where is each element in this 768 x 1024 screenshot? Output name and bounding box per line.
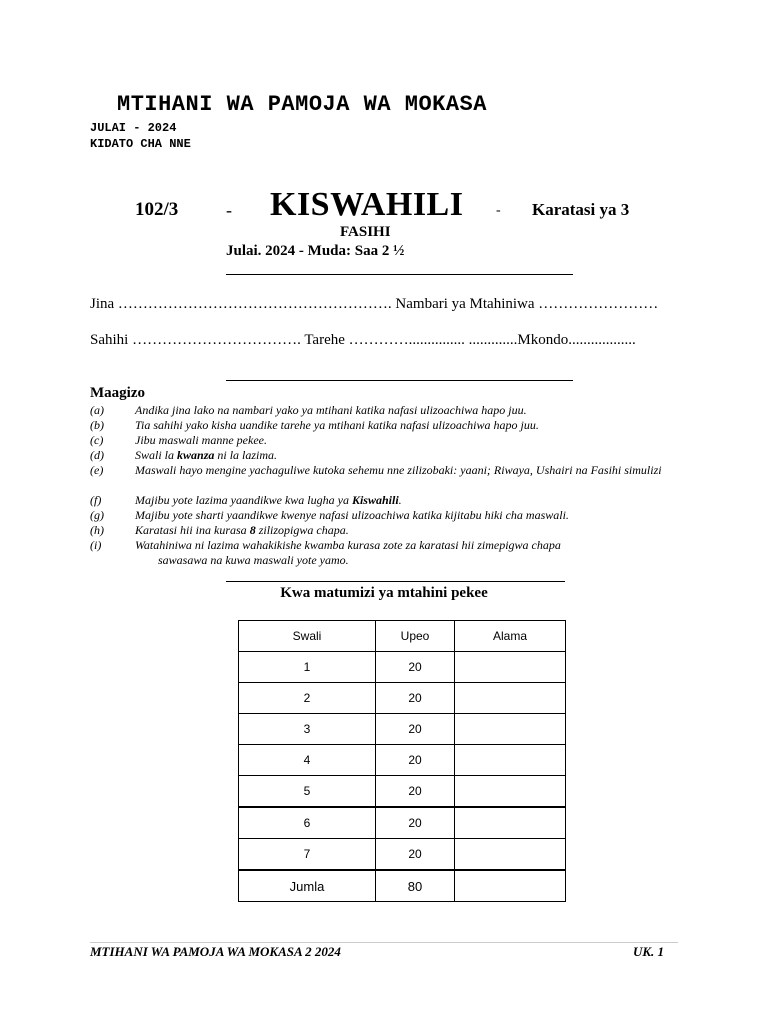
total-row <box>239 870 566 902</box>
instruction-text-part: . <box>398 493 402 507</box>
instruction-text <box>135 538 670 553</box>
paper-code: 102/3 <box>135 199 179 220</box>
instruction-text-part: Tia sahihi yako kisha uandike tarehe ya mtihani katika nafasi ulizoachiwa hapo juu. <box>135 418 539 432</box>
column-header: Alama <box>455 621 566 652</box>
instruction-text <box>135 448 670 463</box>
table-row <box>239 683 566 714</box>
instruction-item <box>90 538 670 568</box>
marks-cell[interactable] <box>455 745 566 776</box>
table-cell: 20 <box>376 714 455 745</box>
table-cell: 20 <box>376 776 455 808</box>
instruction-key: (h) <box>90 523 104 537</box>
table-row <box>239 807 566 839</box>
table-cell: 6 <box>239 807 376 839</box>
table-row <box>239 652 566 683</box>
page-number: UK. 1 <box>632 944 664 959</box>
instruction-text <box>135 508 670 523</box>
school-title: MTIHANI WA PAMOJA WA MOKASA <box>117 92 487 117</box>
instruction-key: (b) <box>90 418 104 432</box>
signature-field[interactable]: Sahihi ……………………………. Tarehe …………............... .............Mkondo.................. <box>90 332 636 348</box>
instruction-text-part: Swali la <box>135 448 178 462</box>
instruction-key: (a) <box>90 403 104 417</box>
table-cell: 20 <box>376 683 455 714</box>
instruction-item <box>90 418 670 433</box>
name-field[interactable]: Jina ………………………………………………. Nambari ya Mtahiniwa …………………… <box>90 296 659 312</box>
instruction-emphasis: Kiswahili <box>351 493 399 507</box>
total-marks-cell[interactable] <box>455 870 566 902</box>
table-cell: 1 <box>239 652 376 683</box>
usage-table-title: Kwa matumizi ya mtahini pekee <box>280 585 488 601</box>
instruction-item <box>90 493 670 508</box>
divider <box>226 581 565 582</box>
separator-dash: - <box>496 203 501 218</box>
exam-date: JULAI - 2024 <box>90 121 177 135</box>
form-level: KIDATO CHA NNE <box>90 137 191 151</box>
subject-title: KISWAHILI <box>270 186 464 223</box>
table-cell: 5 <box>239 776 376 808</box>
table-cell: 3 <box>239 714 376 745</box>
footer-divider <box>90 942 678 943</box>
section-title: FASIHI <box>340 224 391 240</box>
instruction-item <box>90 448 670 463</box>
instruction-continuation: sawasawa na kuwa maswali yote yamo. <box>158 553 349 567</box>
instruction-text <box>135 418 670 433</box>
instruction-text <box>135 493 670 508</box>
instruction-key: (d) <box>90 448 104 462</box>
instruction-item <box>90 463 670 478</box>
marks-cell[interactable] <box>455 714 566 745</box>
instruction-emphasis: kwanza <box>177 448 215 462</box>
exam-timing: Julai. 2024 - Muda: Saa 2 ½ <box>226 243 405 259</box>
marks-table <box>238 620 566 902</box>
separator-dash: - <box>226 200 232 220</box>
table-cell: 2 <box>239 683 376 714</box>
divider <box>226 380 573 381</box>
instruction-text-part: Majibu yote lazima yaandikwe kwa lugha ya <box>135 493 352 507</box>
footer-exam-name: MTIHANI WA PAMOJA WA MOKASA 2 2024 <box>90 944 341 959</box>
instruction-text <box>135 433 670 448</box>
instruction-emphasis: 8 <box>249 523 256 537</box>
paper-number: Karatasi ya 3 <box>532 200 630 219</box>
table-cell: 20 <box>376 652 455 683</box>
instruction-key: (e) <box>90 463 104 477</box>
instructions-heading: Maagizo <box>90 385 145 401</box>
instruction-key: (i) <box>90 538 102 552</box>
instruction-key: (c) <box>90 433 104 447</box>
marks-cell[interactable] <box>455 839 566 871</box>
instruction-text-part: Karatasi hii ina kurasa <box>135 523 250 537</box>
marks-cell[interactable] <box>455 807 566 839</box>
table-cell: 7 <box>239 839 376 871</box>
instruction-key: (f) <box>90 493 102 507</box>
table-row <box>239 745 566 776</box>
instruction-item <box>90 433 670 448</box>
table-row <box>239 776 566 808</box>
instruction-text-part: Majibu yote sharti yaandikwe kwenye nafasi ulizoachiwa katika kijitabu hiki cha maswali. <box>135 508 569 522</box>
instruction-text-part: Maswali hayo mengine yachaguliwe kutoka sehemu nne zilizobaki: yaani; Riwaya, Ushairi na Fasihi simulizi <box>135 463 662 477</box>
divider <box>226 274 573 275</box>
marks-cell[interactable] <box>455 776 566 808</box>
instruction-text-part: Jibu maswali manne pekee. <box>135 433 267 447</box>
instruction-text-part: Andika jina lako na nambari yako ya mtihani katika nafasi ulizoachiwa hapo juu. <box>135 403 527 417</box>
table-cell: 20 <box>376 745 455 776</box>
instruction-text <box>135 463 670 478</box>
instruction-text-part: Watahiniwa ni lazima wahakikishe kwamba kurasa zote za karatasi hii zimepigwa chapa <box>135 538 561 552</box>
instruction-item <box>90 403 670 418</box>
instruction-key: (g) <box>90 508 104 522</box>
table-cell: 20 <box>376 839 455 871</box>
table-cell: 20 <box>376 807 455 839</box>
marks-cell[interactable] <box>455 683 566 714</box>
table-cell: 80 <box>376 870 455 902</box>
instruction-text-part: zilizopigwa chapa. <box>255 523 349 537</box>
instruction-text-part: ni la lazima. <box>214 448 278 462</box>
column-header: Swali <box>239 621 376 652</box>
instruction-text <box>135 403 670 418</box>
instruction-item <box>90 508 670 523</box>
marks-cell[interactable] <box>455 652 566 683</box>
instruction-text <box>135 523 670 538</box>
instruction-item <box>90 523 670 538</box>
column-header: Upeo <box>376 621 455 652</box>
table-cell: 4 <box>239 745 376 776</box>
table-row <box>239 714 566 745</box>
table-cell: Jumla <box>239 870 376 902</box>
table-row <box>239 839 566 871</box>
